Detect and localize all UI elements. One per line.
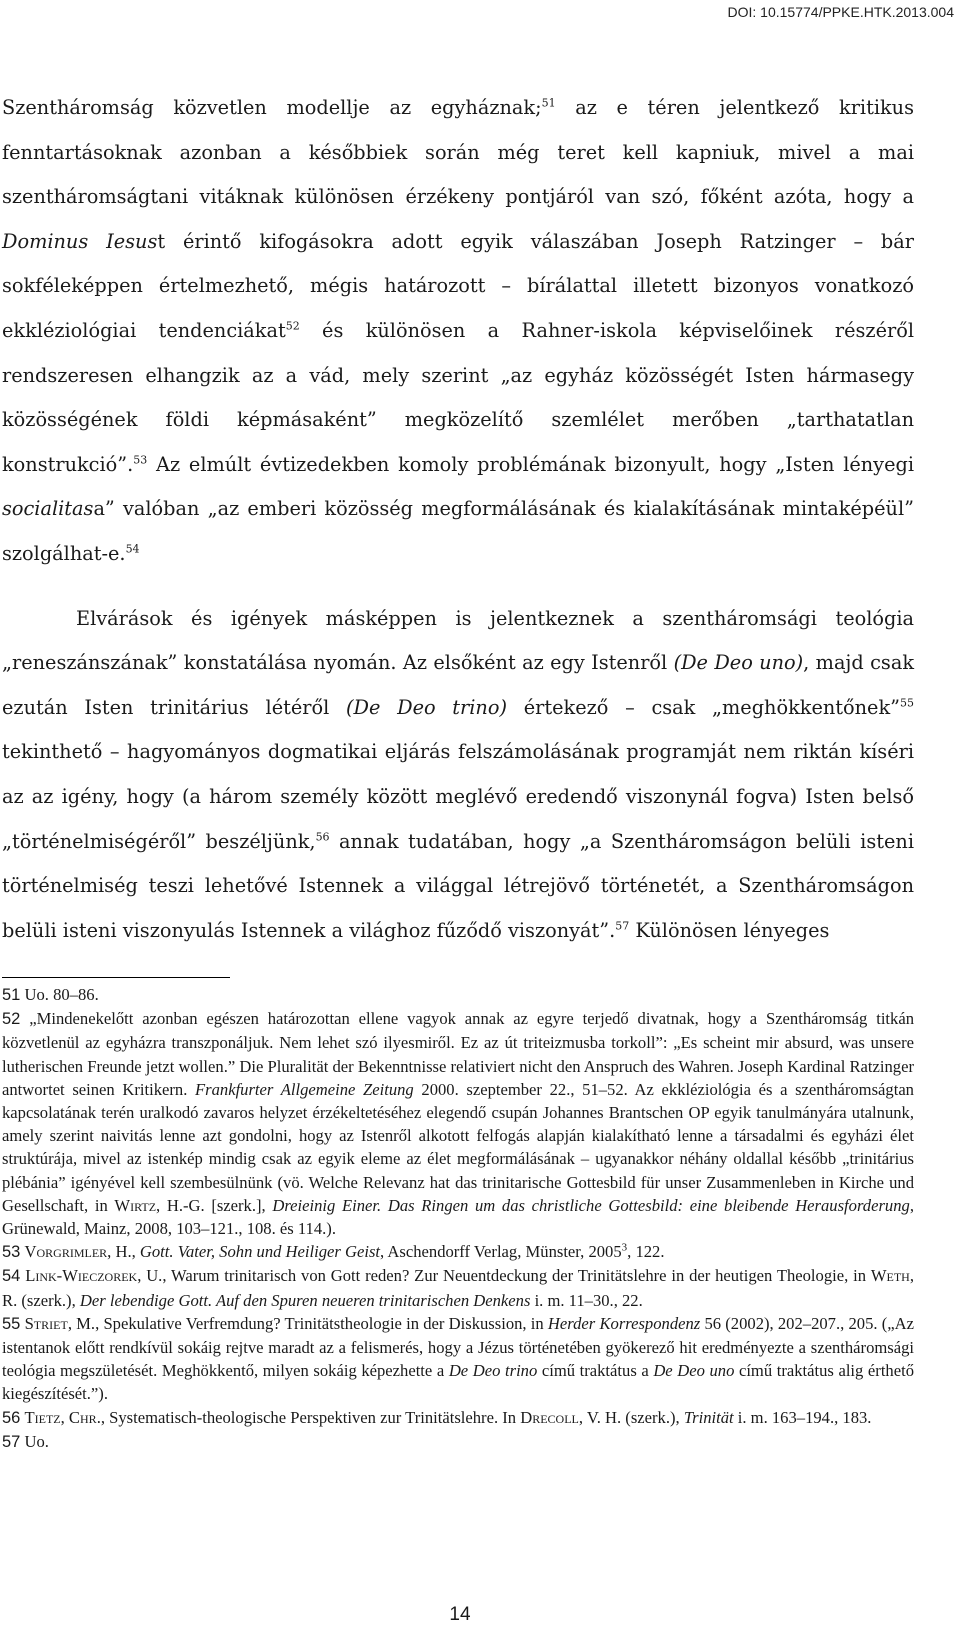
text-run: és különösen a Rahner-iskola képviselőinek részéről rendszeresen elhangzik az a vád, mely szerint „az egyház közösségét Isten hármasegy közösségének földi képmásaként” megközelítő szemlélet merőben „tarthatatlan konstrukció”.: [2, 318, 914, 476]
paragraph-1: [2, 86, 914, 577]
italic-run: Gott. Vater, Sohn und Heiliger Geist: [139, 1242, 381, 1262]
footnote-number: 54: [2, 1267, 21, 1286]
footnote-number: 51: [2, 986, 21, 1004]
text-run: t érintő kifogásokra adott egyik válaszában Joseph Ratzinger – bár sokféleképpen értelmezhető, mégis határozott – bírálattal illetett bizonyos vonatkozó ekkléziológiai tendenciákat: [2, 229, 914, 342]
footnote-52: [2, 1007, 914, 1240]
paragraph-2: [2, 597, 914, 954]
italic-run: Dreieinig Einer. Das Ringen um das christliche Gottesbild: eine bleibende Herausforderung: [272, 1195, 910, 1215]
footnote-text: Uo. 80–86.: [20, 985, 99, 1004]
text-run: annak tudatában, hogy „a Szentháromságon belüli isteni történelmiség teszi lehetővé Istennek a világgal létrejövő történetét, a Szentháromságon belüli isteni viszonyulás Istennek a világhoz fűződő viszonyát”.: [2, 829, 914, 942]
footnote-ref-51[interactable]: 51: [541, 96, 556, 110]
italic-run: (De Deo uno): [673, 651, 804, 675]
doi-header: DOI: 10.15774/PPKE.HTK.2013.004: [727, 4, 954, 20]
footnote-text: , M., Spekulative Verfremdung? Trinitätstheologie in der Diskussion, in: [67, 1313, 548, 1333]
text-run: Az elmúlt évtizedekben komoly problémának bizonyult, hogy „Isten lényegi: [147, 452, 914, 476]
author-name: Drecoll: [520, 1407, 579, 1427]
italic-run: Frankfurter Allgemeine Zeitung: [195, 1079, 414, 1099]
footnote-57: [2, 1430, 914, 1454]
footnote-54: [2, 1264, 914, 1311]
footnote-ref-56[interactable]: 56: [315, 830, 330, 844]
footnote-text: , 122.: [627, 1242, 665, 1262]
footnote-ref-57[interactable]: 57: [615, 919, 630, 933]
text-run: Különösen lényeges: [629, 918, 830, 942]
footnote-text: i. m. 163–194., 183.: [733, 1407, 872, 1427]
text-run: , majd csak ezután Isten trinitárius létéről: [2, 651, 914, 719]
footnote-text: , V. H. (szerk.),: [578, 1407, 684, 1427]
footnote-53: [2, 1240, 914, 1264]
text-run: tekinthető – hagyományos dogmatikai eljárás felszámolásának programját nem riktán kíséri az az igény, hogy (a három személy között meglévő eredendő viszonynál fogva) Isten belső „történelmiségéről” beszéljünk,: [2, 740, 914, 853]
italic-run: Dominus Iesus: [2, 229, 158, 253]
footnote-number: 57: [2, 1432, 21, 1451]
footnote-ref-54[interactable]: 54: [125, 542, 140, 556]
author-name: Weth: [870, 1266, 910, 1286]
footnote-text: , H.-G. [szerk.],: [156, 1195, 273, 1215]
footnote-text: „Mindenekelőtt azonban egészen határozottan ellene vagyok annak az egyre terjedő divatnak, hogy a Szentháromság titkán közvetlenül az egyházra transzponáljuk. Nem lehet szó ilyesmiről. Ez az út triteizmusba torkoll”: „Es scheint mir absurd, was unsere lutherischen Freunde jetzt wollen.” Die Pluralität der Bekenntnisse relativiert nicht den Anspruch des Wahren. Joseph Kardinal Ratzinger antwortet seinen Kritikern.: [2, 1009, 914, 1099]
main-text: [2, 86, 914, 953]
footnote-text: , Grünewald, Mainz, 2008, 103–121., 108. és 114.).: [2, 1195, 914, 1239]
author-name: Link-Wieczorek: [25, 1266, 138, 1286]
footnote-text: című traktátus a: [537, 1361, 654, 1381]
footnote-text: , U., Warum trinitarisch von Gott reden? Zur Neuentdeckung der Trinitätslehre in der heutigen Theologie, in: [137, 1266, 871, 1286]
footnote-text: ., Systematisch-theologische Perspektiven zur Trinitätslehre. In: [96, 1407, 521, 1427]
italic-run: (De Deo trino): [346, 695, 507, 719]
footnote-number: 56: [2, 1408, 21, 1427]
footnote-text: 2000. szeptember 22., 51–52. Az ekkléziológia és a szentháromságtan kapcsolatának terén uralkodó zavaros helyzet érzékeltetéséhez elegendő csupán Johannes Brantschen OP egyik tanulmányára utalnunk, amely szerint naivitás lenne azt gondolni, hogy az Istenről alkotott felfogás alapján kialakítható lenne a társadalmi és egyházi élet struktúrája, mivel az istenkép mindig csak az egyik eleme az élet megformálásának – ugyanakkor néhány oldallal később „trinitárius plébánia” igényével kell szembesülnünk (vö. Welche Relevanz hat das trinitarische Gottesbild für unser Zusammenleben in Kirche und Gesellschaft, in: [2, 1079, 914, 1215]
author-name: Wirtz: [114, 1195, 157, 1215]
footnote-number: 55: [2, 1314, 21, 1333]
footnote-separator: [2, 977, 230, 978]
footnote-number: 53: [2, 1243, 21, 1262]
italic-run: De Deo uno: [653, 1361, 735, 1381]
footnote-number: 52: [2, 1010, 21, 1029]
italic-run: socialitas: [2, 497, 94, 521]
footnote-text: 56 (2002), 202–207., 205. („Az istentanok előtt rendkívül sokáig rejtve maradt az a felismerés, hogy a Jézus történetében gyökerező hit eredményezte a szentháromsági teológia megszületését. Meghökkentő, milyen sokáig képezhette a: [2, 1313, 914, 1381]
footnote-text: Uo.: [20, 1431, 49, 1451]
text-run: Elvárások és igények másképpen is jelentkeznek a szentháromsági teológia „reneszánszának” konstatálása nyomán. Az elsőként az egy Istenről: [2, 606, 914, 675]
author-name: Striet: [24, 1313, 68, 1333]
footnote-text: , H.,: [107, 1242, 140, 1262]
footnote-text: i. m. 11–30., 22.: [530, 1290, 643, 1310]
footnote-ref-55[interactable]: 55: [900, 696, 915, 710]
text-run: az e téren jelentkező kritikus fenntartásoknak azonban a későbbiek során még teret kell kapniuk, mivel a mai szentháromságtani vitáknak különösen érzékeny pontjáról van szó, főként azóta, hogy a: [2, 96, 914, 209]
author-name: Vorgrimler: [24, 1242, 108, 1262]
footnote-ref-53[interactable]: 53: [133, 453, 148, 467]
footnotes: [2, 983, 914, 1454]
page-number: 14: [449, 1604, 471, 1625]
text-run: a” valóban „az emberi közösség megformálásának és kialakításának mintaképéül” szolgálhat-e.: [2, 497, 914, 565]
footnote-ref-52[interactable]: 52: [285, 319, 300, 333]
footnote-text: című traktátus alig érthető kiegészítését.”).: [2, 1361, 914, 1404]
footnote-55: [2, 1312, 914, 1406]
italic-run: Herder Korrespondenz: [547, 1313, 701, 1333]
text-run: értekező – csak „meghökkentőnek”: [507, 695, 901, 719]
edition-superscript: 3: [621, 1241, 628, 1254]
footnote-text: , R. (szerk.),: [2, 1266, 915, 1310]
footnote-51: [2, 983, 914, 1007]
text-run: Szentháromság közvetlen modellje az egyháznak;: [2, 96, 542, 119]
italic-run: Der lebendige Gott. Auf den Spuren neueren trinitarischen Denkens: [79, 1290, 531, 1310]
author-name: Tietz, Chr: [24, 1407, 97, 1427]
footnote-text: , Aschendorff Verlag, Münster, 2005: [380, 1242, 622, 1262]
footnote-56: [2, 1406, 914, 1430]
italic-run: De Deo trino: [448, 1361, 538, 1381]
italic-run: Trinität: [683, 1407, 734, 1427]
